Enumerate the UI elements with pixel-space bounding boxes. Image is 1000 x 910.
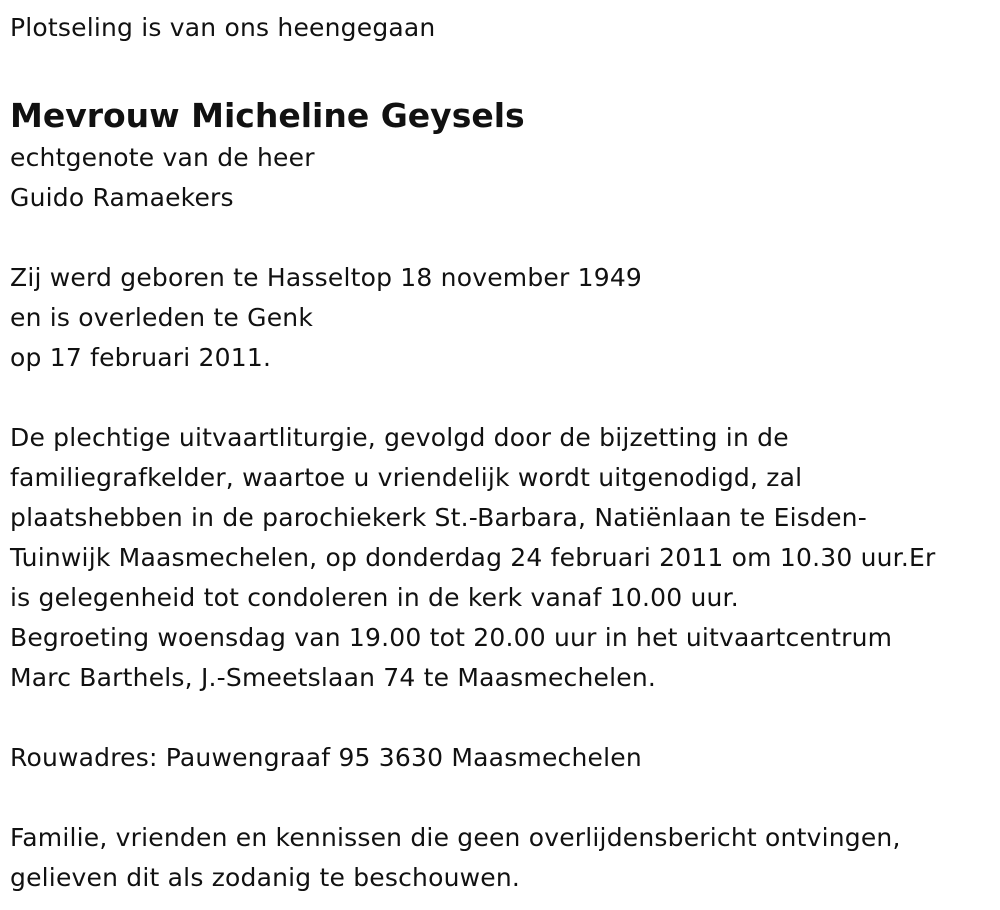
funeral-line: plaatshebben in de parochiekerk St.-Barbara, Natiënlaan te Eisden- [10, 503, 867, 532]
deceased-name: Mevrouw Micheline Geysels [10, 96, 525, 135]
spouse-line: Guido Ramaekers [10, 183, 234, 212]
funeral-line: Tuinwijk Maasmechelen, op donderdag 24 februari 2011 om 10.30 uur.Er [10, 543, 936, 572]
birth-death-block [10, 258, 1000, 378]
address-block [10, 738, 1000, 778]
closing-block [10, 818, 1000, 898]
spouse-block [10, 138, 1000, 218]
intro-text: Plotseling is van ons heengegaan [10, 13, 436, 42]
mourning-address: Rouwadres: Pauwengraaf 95 3630 Maasmechelen [10, 743, 642, 772]
birth-death-line: Zij werd geboren te Hasseltop 18 november 1949 [10, 263, 643, 292]
funeral-line: familiegrafkelder, waartoe u vriendelijk wordt uitgenodigd, zal [10, 463, 803, 492]
funeral-line: De plechtige uitvaartliturgie, gevolgd door de bijzetting in de [10, 423, 789, 452]
closing-line: gelieven dit als zodanig te beschouwen. [10, 863, 521, 892]
closing-line: Familie, vrienden en kennissen die geen overlijdensbericht ontvingen, [10, 823, 901, 852]
funeral-line: Begroeting woensdag van 19.00 tot 20.00 uur in het uitvaartcentrum [10, 623, 893, 652]
funeral-block [10, 418, 1000, 698]
funeral-line: is gelegenheid tot condoleren in de kerk vanaf 10.00 uur. [10, 583, 739, 612]
birth-death-line: en is overleden te Genk [10, 303, 314, 332]
funeral-line: Marc Barthels, J.-Smeetslaan 74 te Maasmechelen. [10, 663, 657, 692]
birth-death-line: op 17 februari 2011. [10, 343, 272, 372]
spouse-line: echtgenote van de heer [10, 143, 315, 172]
